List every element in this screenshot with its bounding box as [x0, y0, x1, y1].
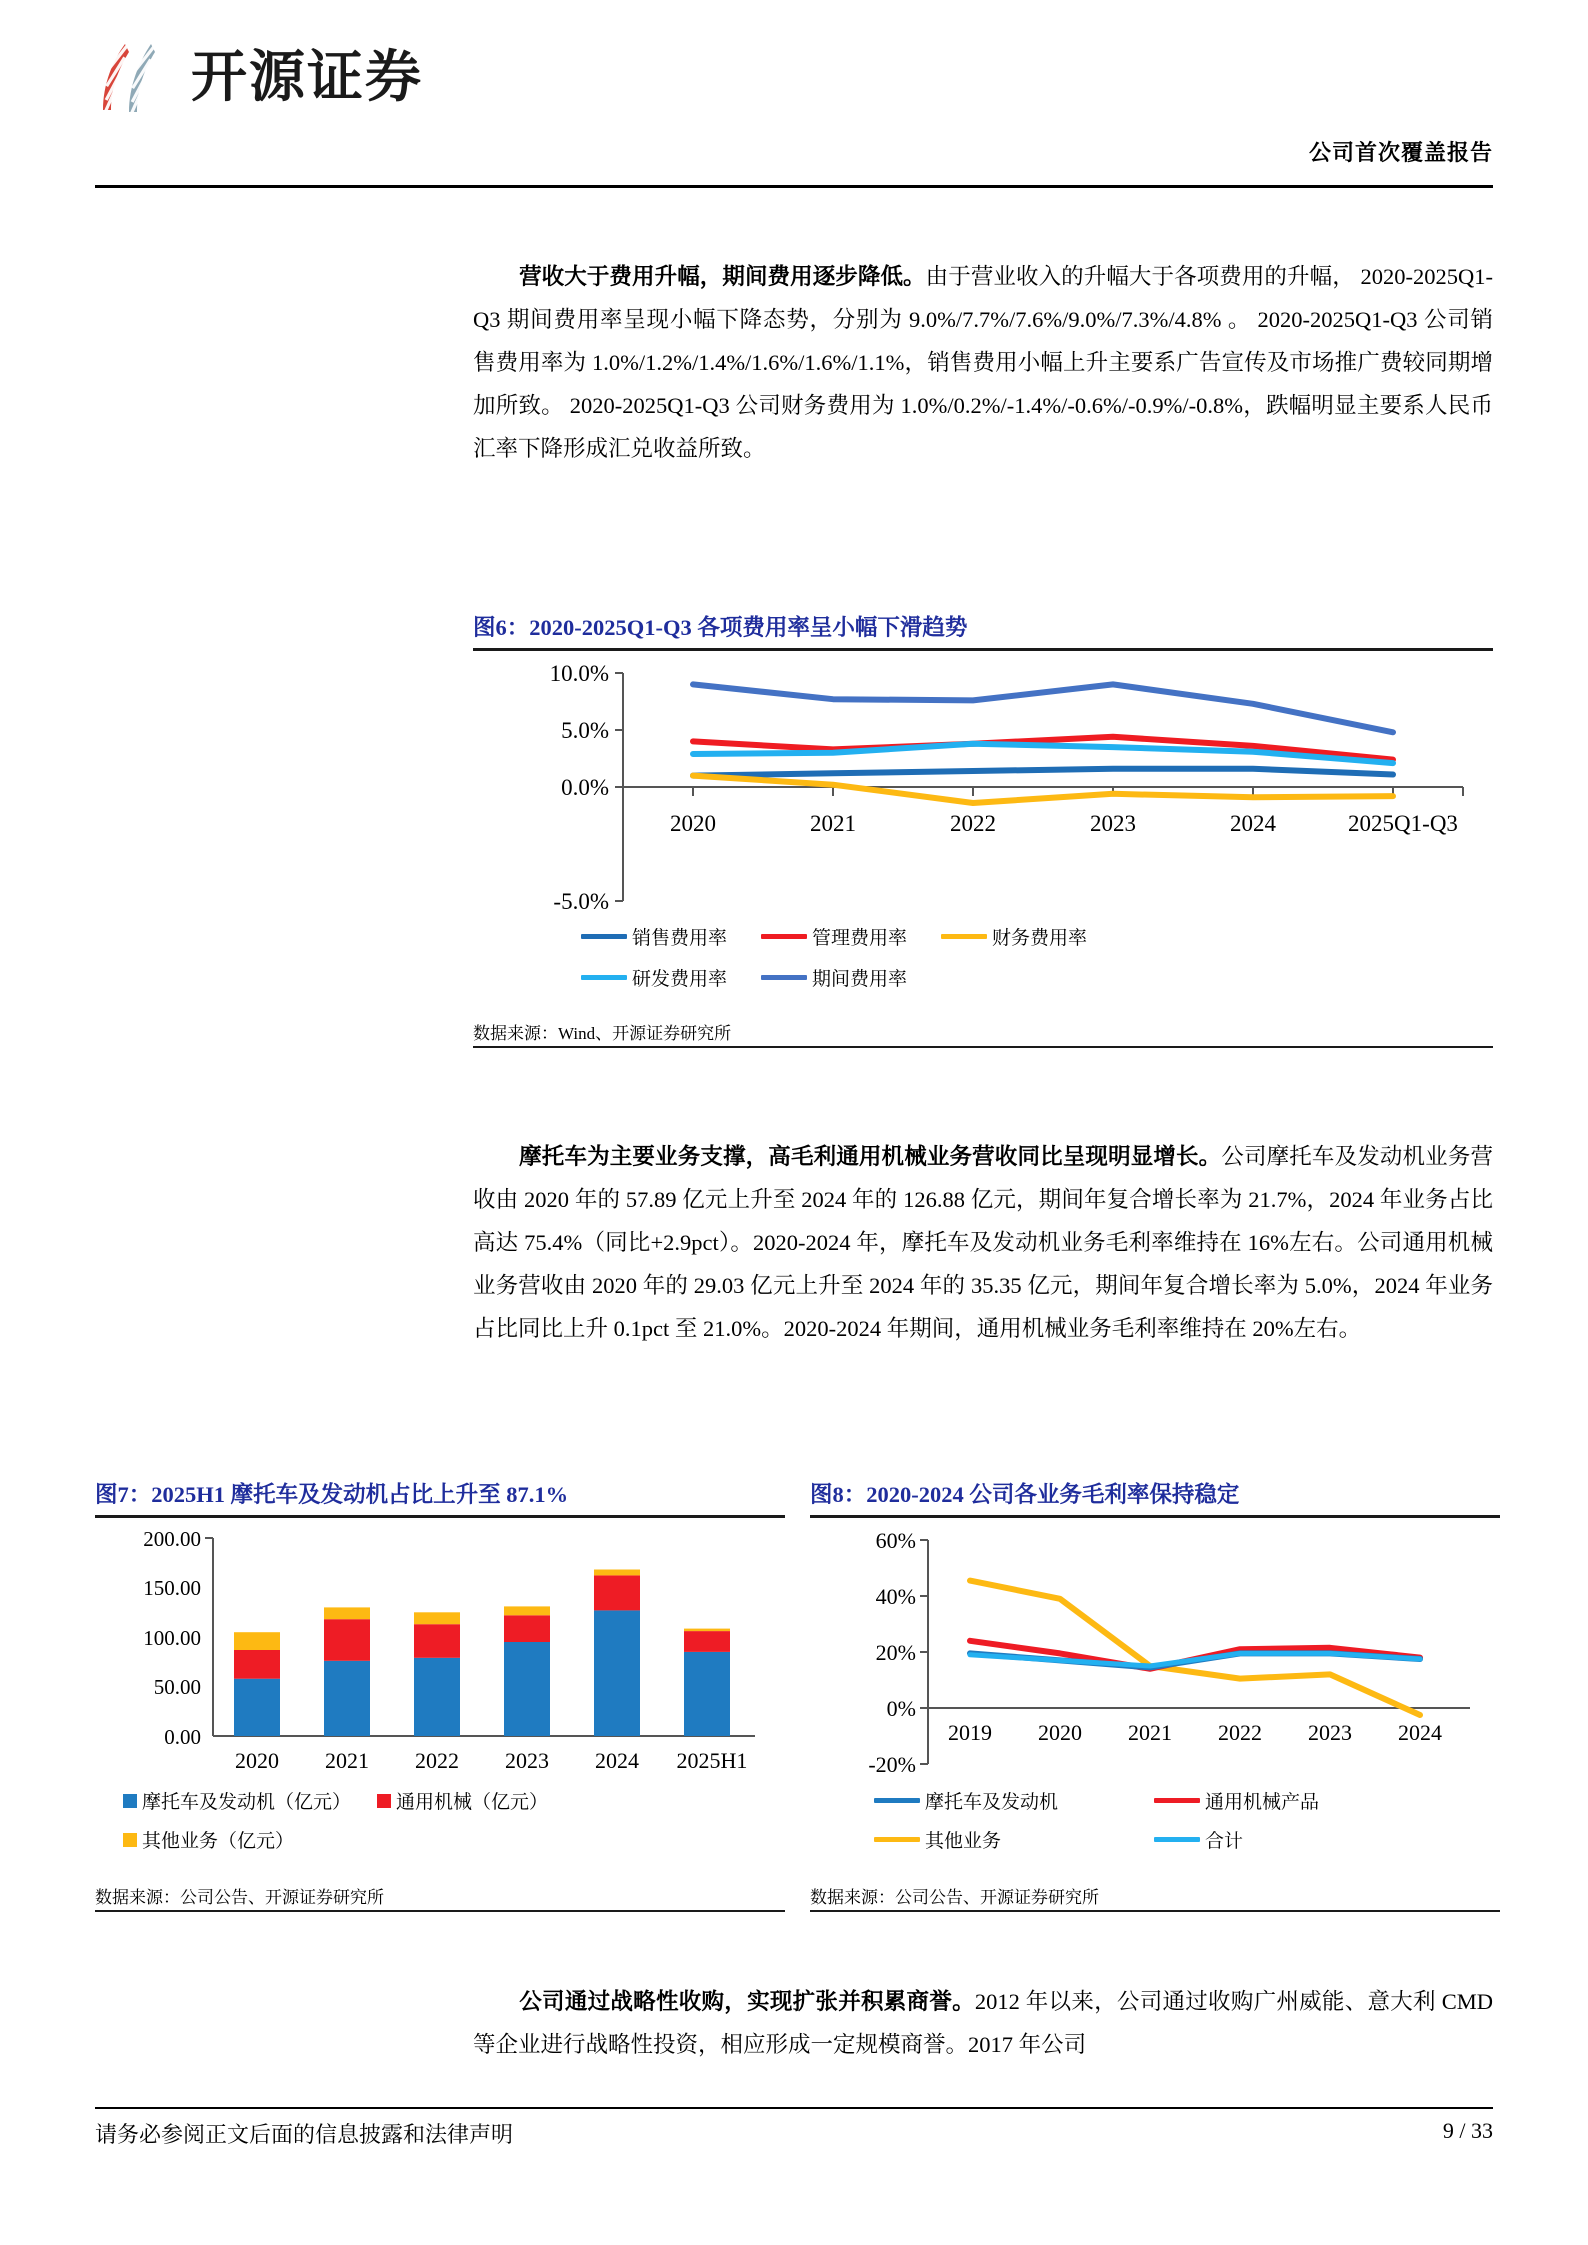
fig8-xtick-5: 2024 — [1398, 1720, 1442, 1745]
fig6-ytick-0: 10.0% — [549, 661, 609, 686]
page-header — [0, 0, 1588, 188]
legend-swatch-general-margin — [1154, 1798, 1200, 1803]
legend-item-other-margin — [874, 1826, 1144, 1853]
paragraph-acquisition-lead: 公司通过战略性收购，实现扩张并积累商誉。 — [519, 1989, 975, 2014]
legend-label-other-margin: 其他业务 — [925, 1831, 1002, 1852]
legend-swatch-finance-rate — [941, 934, 987, 939]
fig6-series-finance — [693, 776, 1393, 803]
legend-item-moto-margin — [874, 1787, 1144, 1814]
header-divider — [95, 185, 1493, 188]
legend-label-admin-rate: 管理费用率 — [812, 928, 908, 949]
legend-label-rd-rate: 研发费用率 — [632, 969, 728, 990]
fig6-xtick-3: 2023 — [1090, 811, 1136, 836]
fig7-ytick-0: 200.00 — [143, 1527, 201, 1551]
fig7-xtick-4: 2024 — [595, 1748, 639, 1773]
fig6-xtick-5: 2025Q1-Q3 — [1348, 811, 1458, 836]
fig8-xtick-2: 2021 — [1128, 1720, 1172, 1745]
fig6-series-period — [693, 684, 1393, 732]
fig8-series-total — [970, 1653, 1420, 1666]
fig7-bar-2022 — [414, 1612, 460, 1736]
legend-item-rd-rate — [581, 964, 727, 991]
legend-swatch-total-margin — [1154, 1837, 1200, 1842]
fig6-xtick-0: 2020 — [670, 811, 716, 836]
legend-label-moto-margin: 摩托车及发动机 — [925, 1792, 1059, 1813]
legend-swatch-moto-margin — [874, 1798, 920, 1803]
fig7-bar-2020 — [234, 1632, 280, 1736]
legend-label-moto-engine: 摩托车及发动机（亿元） — [142, 1792, 352, 1813]
fig8-ytick-4: -20% — [868, 1752, 916, 1777]
fig6-ytick-3: -5.0% — [553, 889, 609, 914]
legend-swatch-sales-rate — [581, 934, 627, 939]
paragraph-business — [473, 1135, 1493, 1350]
fig7-ytick-2: 100.00 — [143, 1626, 201, 1650]
report-type-label: 公司首次覆盖报告 — [1308, 140, 1493, 165]
fig8-ytick-3: 0% — [886, 1696, 916, 1721]
fig6-xtick-2: 2022 — [950, 811, 996, 836]
figure-6-title: 图6：2020-2025Q1-Q3 各项费用率呈小幅下滑趋势 — [473, 615, 968, 640]
figure-6-bottom-rule — [473, 1046, 1493, 1048]
legend-item-finance-rate — [941, 923, 1087, 950]
legend-label-sales-rate: 销售费用率 — [632, 928, 728, 949]
paragraph-business-lead: 摩托车为主要业务支撑，高毛利通用机械业务营收同比呈现明显增长。 — [519, 1144, 1222, 1169]
legend-label-other-business: 其他业务（亿元） — [142, 1831, 295, 1852]
fig6-xtick-4: 2024 — [1230, 811, 1276, 836]
legend-label-period-rate: 期间费用率 — [812, 969, 908, 990]
legend-item-general-margin — [1154, 1787, 1319, 1814]
paragraph-acquisition-body: 2012 年以来，公司通过收购广州威能、意大利 CMD 等企业进行战略性投资，相应形成一定规模商誉。2017 年公司 — [473, 1989, 1493, 2057]
figure-7-legend — [95, 1787, 785, 1853]
fig7-ytick-3: 50.00 — [153, 1675, 201, 1699]
fig7-ytick-4: 0.00 — [164, 1725, 201, 1749]
fig6-xtick-1: 2021 — [810, 811, 856, 836]
figure-7-svg — [95, 1518, 785, 1793]
figure-8-source: 数据来源：公司公告、开源证券研究所 — [810, 1888, 1099, 1907]
figure-6-legend — [473, 923, 1493, 991]
fig8-ytick-2: 20% — [875, 1640, 916, 1665]
legend-item-period-rate — [761, 964, 907, 991]
legend-label-finance-rate: 财务费用率 — [992, 928, 1088, 949]
figure-8-title: 图8：2020-2024 公司各业务毛利率保持稳定 — [810, 1482, 1240, 1507]
figure-8-chart — [810, 1518, 1500, 1793]
fig8-xtick-4: 2023 — [1308, 1720, 1352, 1745]
figure-8-legend — [810, 1787, 1500, 1853]
fig6-ytick-2: 0.0% — [561, 775, 609, 800]
fig8-xtick-1: 2020 — [1038, 1720, 1082, 1745]
fig7-bar-2023 — [504, 1606, 550, 1736]
figure-7-source: 数据来源：公司公告、开源证券研究所 — [95, 1888, 384, 1907]
figure-8-bottom-rule — [810, 1910, 1500, 1912]
fig7-xtick-5: 2025H1 — [676, 1748, 748, 1773]
paragraph-expenses — [473, 255, 1493, 470]
legend-item-sales-rate — [581, 923, 727, 950]
figure-7-title: 图7：2025H1 摩托车及发动机占比上升至 87.1% — [95, 1482, 569, 1507]
legend-label-general-machinery: 通用机械（亿元） — [396, 1792, 549, 1813]
paragraph-expenses-body: 由于营业收入的升幅大于各项费用的升幅， 2020-2025Q1-Q3 期间费用率呈现小幅下降态势，分别为 9.0%/7.7%/7.6%/9.0%/7.3%/4.8% 。 2020-2025Q1-Q3 公司销售费用率为 1.0%/1.2%/1.4%/1.6%/1.6%/1.1%，销售费用小幅上升主要系广告宣传及市场推广费较同期增加所致。 2020-2025Q1-Q3 公司财务费用为 1.0%/0.2%/-1.4%/-0.6%/-0.9%/-0.8%，跌幅明显主要系人民币汇率下降形成汇兑收益所致。 — [473, 264, 1493, 461]
legend-swatch-other-margin — [874, 1837, 920, 1842]
legend-item-other-business — [123, 1826, 294, 1853]
legend-label-general-margin: 通用机械产品 — [1205, 1792, 1320, 1813]
fig7-bar-2024 — [594, 1570, 640, 1737]
legend-item-admin-rate — [761, 923, 907, 950]
fig6-ytick-1: 5.0% — [561, 718, 609, 743]
figure-7-bottom-rule — [95, 1910, 785, 1912]
legend-swatch-general-machinery — [377, 1794, 391, 1808]
brand-name: 开源证券 — [191, 45, 423, 110]
fig7-ytick-1: 150.00 — [143, 1576, 201, 1600]
fig7-bar-2021 — [324, 1607, 370, 1736]
figure-7 — [95, 1477, 785, 1912]
legend-label-total-margin: 合计 — [1205, 1831, 1244, 1852]
legend-swatch-moto-engine — [123, 1794, 137, 1808]
fig7-xtick-0: 2020 — [235, 1748, 279, 1773]
fig8-xtick-0: 2019 — [948, 1720, 992, 1745]
footer-page-number: 9 / 33 — [1442, 2118, 1493, 2143]
legend-swatch-rd-rate — [581, 975, 627, 980]
brand-logo — [95, 38, 423, 118]
fig7-xtick-1: 2021 — [325, 1748, 369, 1773]
paragraph-expenses-lead: 营收大于费用升幅，期间费用逐步降低。 — [519, 264, 926, 289]
footer-disclaimer: 请务必参阅正文后面的信息披露和法律声明 — [95, 2122, 514, 2147]
fig7-bar-2025h1 — [684, 1629, 730, 1736]
kaiyuan-logo-icon — [95, 38, 173, 118]
legend-swatch-admin-rate — [761, 934, 807, 939]
legend-item-moto-engine — [123, 1787, 351, 1814]
paragraph-acquisition — [473, 1980, 1493, 2066]
fig7-xtick-2: 2022 — [415, 1748, 459, 1773]
legend-swatch-period-rate — [761, 975, 807, 980]
figure-6-source: 数据来源：Wind、开源证券研究所 — [473, 1024, 732, 1043]
fig8-ytick-0: 60% — [875, 1528, 916, 1553]
figure-8 — [810, 1477, 1500, 1912]
figure-6 — [473, 610, 1493, 1048]
footer-divider — [95, 2107, 1493, 2109]
figure-8-svg — [810, 1518, 1500, 1793]
legend-item-total-margin — [1154, 1826, 1243, 1853]
fig7-xtick-3: 2023 — [505, 1748, 549, 1773]
legend-swatch-other-business — [123, 1833, 137, 1847]
figure-7-chart — [95, 1518, 785, 1793]
paragraph-business-body: 公司摩托车及发动机业务营收由 2020 年的 57.89 亿元上升至 2024 年的 126.88 亿元，期间年复合增长率为 21.7%，2024 年业务占比高达 75.4%（同比+2.9pct）。2020-2024 年，摩托车及发动机业务毛利率维持在 16%左右。公司通用机械业务营收由 2020 年的 29.03 亿元上升至 2024 年的 35.35 亿元，期间年复合增长率为 5.0%，2024 年业务占比同比上升 0.1pct 至 21.0%。2020-2024 年期间，通用机械业务毛利率维持在 20%左右。 — [473, 1144, 1493, 1341]
fig8-xtick-3: 2022 — [1218, 1720, 1262, 1745]
legend-item-general-machinery — [377, 1787, 548, 1814]
fig8-ytick-1: 40% — [875, 1584, 916, 1609]
fig6-series-sales — [693, 769, 1393, 776]
